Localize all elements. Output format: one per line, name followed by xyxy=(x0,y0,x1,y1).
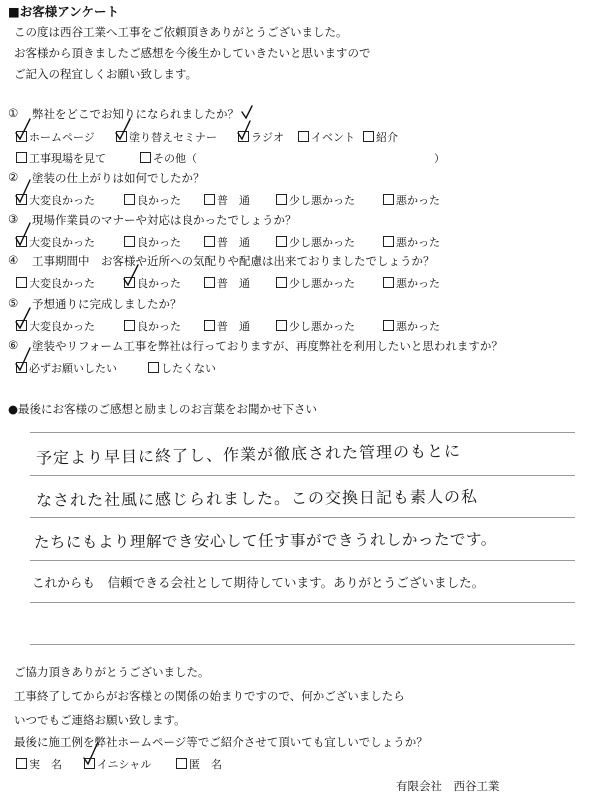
q4-number: ④ xyxy=(8,253,19,267)
q4-option-good[interactable]: 良かった xyxy=(124,275,181,291)
intro-line: ご記入の程宜しくお願い致します。 xyxy=(14,67,198,81)
q3-option-normal[interactable]: 普 通 xyxy=(204,234,250,250)
handwritten-comment-line: これからも 信頼できる会社として期待しています。ありがとうございました。 xyxy=(32,575,485,590)
intro-line: お客様から頂きましたご感想を今後生かしていきたいと思いますので xyxy=(14,46,371,60)
q4-option-normal[interactable]: 普 通 xyxy=(204,275,250,291)
q1-question: 弊社をどこでお知りになられましたか？ xyxy=(32,107,239,121)
q6-option-definitely[interactable]: 必ずお願いしたい xyxy=(16,360,117,376)
q6-question: 塗装やリフォーム工事を弊社は行っておりますが、再度弊社を利用したいと思われますか？ xyxy=(32,339,503,353)
checkbox[interactable] xyxy=(16,758,27,769)
q2-number: ② xyxy=(8,170,19,184)
check-mark-icon xyxy=(238,121,250,139)
q3-question: 現場作業員のマナーや対応は良かったでしょうか？ xyxy=(32,213,297,227)
q1-number: ① xyxy=(8,106,19,120)
q2-option-slightly-bad[interactable]: 少し悪かった xyxy=(276,192,355,208)
consent-option-initials[interactable]: イニシャル xyxy=(84,756,151,772)
handwritten-comment-line: たちにもより理解でき安心して任す事ができうれしかったです。 xyxy=(33,530,497,552)
q1-option-other[interactable]: その他（ xyxy=(140,150,197,166)
q3-option-very-good[interactable]: 大変良かった xyxy=(16,234,95,250)
closing-line: 最後に施工例を弊社ホームページ等でご紹介させて頂いても宜しいでしょうか？ xyxy=(14,735,428,749)
check-mark-icon xyxy=(242,106,252,118)
q3-option-slightly-bad[interactable]: 少し悪かった xyxy=(276,234,355,250)
q2-question: 塗装の仕上がりは如何でしたか？ xyxy=(32,171,205,185)
check-mark-icon xyxy=(116,119,130,139)
company-name: 有限会社 西谷工業 xyxy=(396,779,500,793)
ruled-line xyxy=(30,517,575,518)
check-mark-icon xyxy=(16,223,30,245)
q6-option-no[interactable]: したくない xyxy=(148,360,216,376)
closing-line: いつでもご連絡お願い致します。 xyxy=(14,713,186,727)
q4-option-slightly-bad[interactable]: 少し悪かった xyxy=(276,275,355,291)
q3-option-bad[interactable]: 悪かった xyxy=(383,234,440,250)
q5-option-good[interactable]: 良かった xyxy=(124,318,181,334)
q3-option-good[interactable]: 良かった xyxy=(124,234,181,250)
q2-option-very-good[interactable]: 大変良かった xyxy=(16,192,95,208)
comment-heading: ●最後にお客様のご感想と励ましのお言葉をお聞かせ下さい xyxy=(8,402,318,416)
consent-option-real-name[interactable]: 実 名 xyxy=(16,756,62,772)
q5-option-normal[interactable]: 普 通 xyxy=(204,318,250,334)
closing-line: ご協力頂きありがとうございました。 xyxy=(14,665,210,679)
closing-line: 工事終了してからがお客様との関係の始まりですので、何かございましたら xyxy=(14,689,405,703)
check-mark-icon xyxy=(16,348,30,370)
q2-option-bad[interactable]: 悪かった xyxy=(383,192,440,208)
q5-number: ⑤ xyxy=(8,296,19,310)
check-mark-icon xyxy=(124,265,138,285)
q1-option-homepage[interactable]: ホームページ xyxy=(16,129,95,145)
q1-option-event[interactable]: イベント xyxy=(298,129,355,145)
q1-option-referral[interactable]: 紹介 xyxy=(363,129,398,145)
q5-question: 予想通りに完成しましたか？ xyxy=(32,297,182,311)
ruled-line xyxy=(30,560,575,561)
check-mark-icon xyxy=(16,119,30,139)
intro-line: この度は西谷工業へ工事をご依頼頂きありがとうございました。 xyxy=(14,25,348,39)
q1-option-site[interactable]: 工事現場を見て xyxy=(16,150,106,166)
q5-option-bad[interactable]: 悪かった xyxy=(383,318,440,334)
survey-title: ■お客様アンケート xyxy=(8,4,120,19)
q2-option-good[interactable]: 良かった xyxy=(124,192,181,208)
q2-option-normal[interactable]: 普 通 xyxy=(204,192,250,208)
check-mark-icon xyxy=(16,308,30,328)
checkbox[interactable] xyxy=(84,758,95,769)
q4-option-bad[interactable]: 悪かった xyxy=(383,275,440,291)
q5-option-very-good[interactable]: 大変良かった xyxy=(16,318,95,334)
ruled-line xyxy=(30,475,575,476)
consent-option-anonymous[interactable]: 匿 名 xyxy=(176,756,222,772)
q4-option-very-good[interactable]: 大変良かった xyxy=(16,275,95,291)
q1-option-radio[interactable]: ラジオ xyxy=(238,129,284,145)
q5-option-slightly-bad[interactable]: 少し悪かった xyxy=(276,318,355,334)
q6-number: ⑥ xyxy=(8,338,19,352)
q3-number: ③ xyxy=(8,212,19,226)
check-mark-icon xyxy=(16,180,30,202)
q1-option-seminar[interactable]: 塗り替えセミナー xyxy=(116,129,217,145)
ruled-line xyxy=(30,432,575,433)
q4-question: 工事期間中 お客様や近所への気配りや配慮は出来ておりましたでしょうか？ xyxy=(32,254,435,268)
q1-other-close-paren: ） xyxy=(434,152,445,165)
handwritten-comment-line: なされた社風に感じられました。この交換日記も素人の私 xyxy=(35,487,479,510)
ruled-line xyxy=(30,602,575,603)
ruled-line xyxy=(30,644,575,645)
checkbox[interactable] xyxy=(176,758,187,769)
handwritten-comment-line: 予定より早目に終了し、作業が徹底された管理のもとに xyxy=(35,441,462,468)
